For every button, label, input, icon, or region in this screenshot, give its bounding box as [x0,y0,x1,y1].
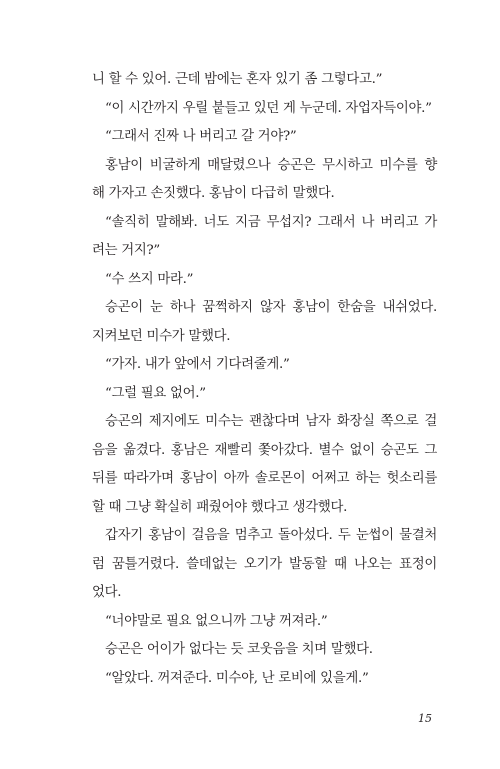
text-line: 려는 거지?” [92,243,160,258]
text-line: 해 가자고 손짓했다. 홍남이 다급히 말했다. [92,186,335,201]
text-line: 음을 옮겼다. 홍남은 재빨리 쫓아갔다. 별수 없이 승곤도 그 [92,442,437,458]
text-line: 지켜보던 미수가 말했다. [92,328,231,344]
text-line: 홍남이 비굴하게 매달렸으나 승곤은 무시하고 미수를 향 [105,157,437,173]
text-line: “알았다. 꺼져준다. 미수야, 난 로비에 있을게.” [105,670,369,686]
text-line: “그래서 진짜 나 버리고 갈 거야?” [105,129,297,144]
text-line: “너야말로 필요 없으니까 그냥 꺼져라.” [105,613,328,629]
text-line: “가자. 내가 앞에서 기다려줄게.” [105,357,290,372]
text-line: “그럴 필요 없어.” [105,385,206,401]
page-number: 15 [418,712,432,725]
text-line: “이 시간까지 우릴 붙들고 있던 게 누군데. 자업자득이야.” [105,100,432,116]
text-line: 럼 꿈틀거렸다. 쓸데없는 오기가 발동할 때 나오는 표정이 [92,556,437,572]
text-line: 승곤이 눈 하나 꿈쩍하지 않자 홍남이 한숨을 내쉬었다. [105,300,437,315]
text-line: 니 할 수 있어. 근데 밤에는 혼자 있기 좀 그렇다고.” [92,72,383,87]
text-line: 었다. [92,585,122,600]
text-line: 뒤를 따라가며 홍남이 아까 솔로몬이 어쩌고 하는 헛소리를 [92,471,437,486]
text-line: “수 쓰지 마라.” [105,271,194,287]
text-line: 승곤은 어이가 없다는 듯 코웃음을 치며 말했다. [105,642,373,657]
text-line: 할 때 그냥 확실히 패줬어야 했다고 생각했다. [92,499,348,515]
body-text [92,66,437,693]
text-line: “솔직히 말해봐. 너도 지금 무섭지? 그래서 나 버리고 가 [105,214,437,230]
text-line: 승곤의 제지에도 미수는 괜찮다며 남자 화장실 쪽으로 걸 [105,414,437,429]
text-line: 갑자기 홍남이 걸음을 멈추고 돌아섰다. 두 눈썹이 물결처 [105,528,437,543]
